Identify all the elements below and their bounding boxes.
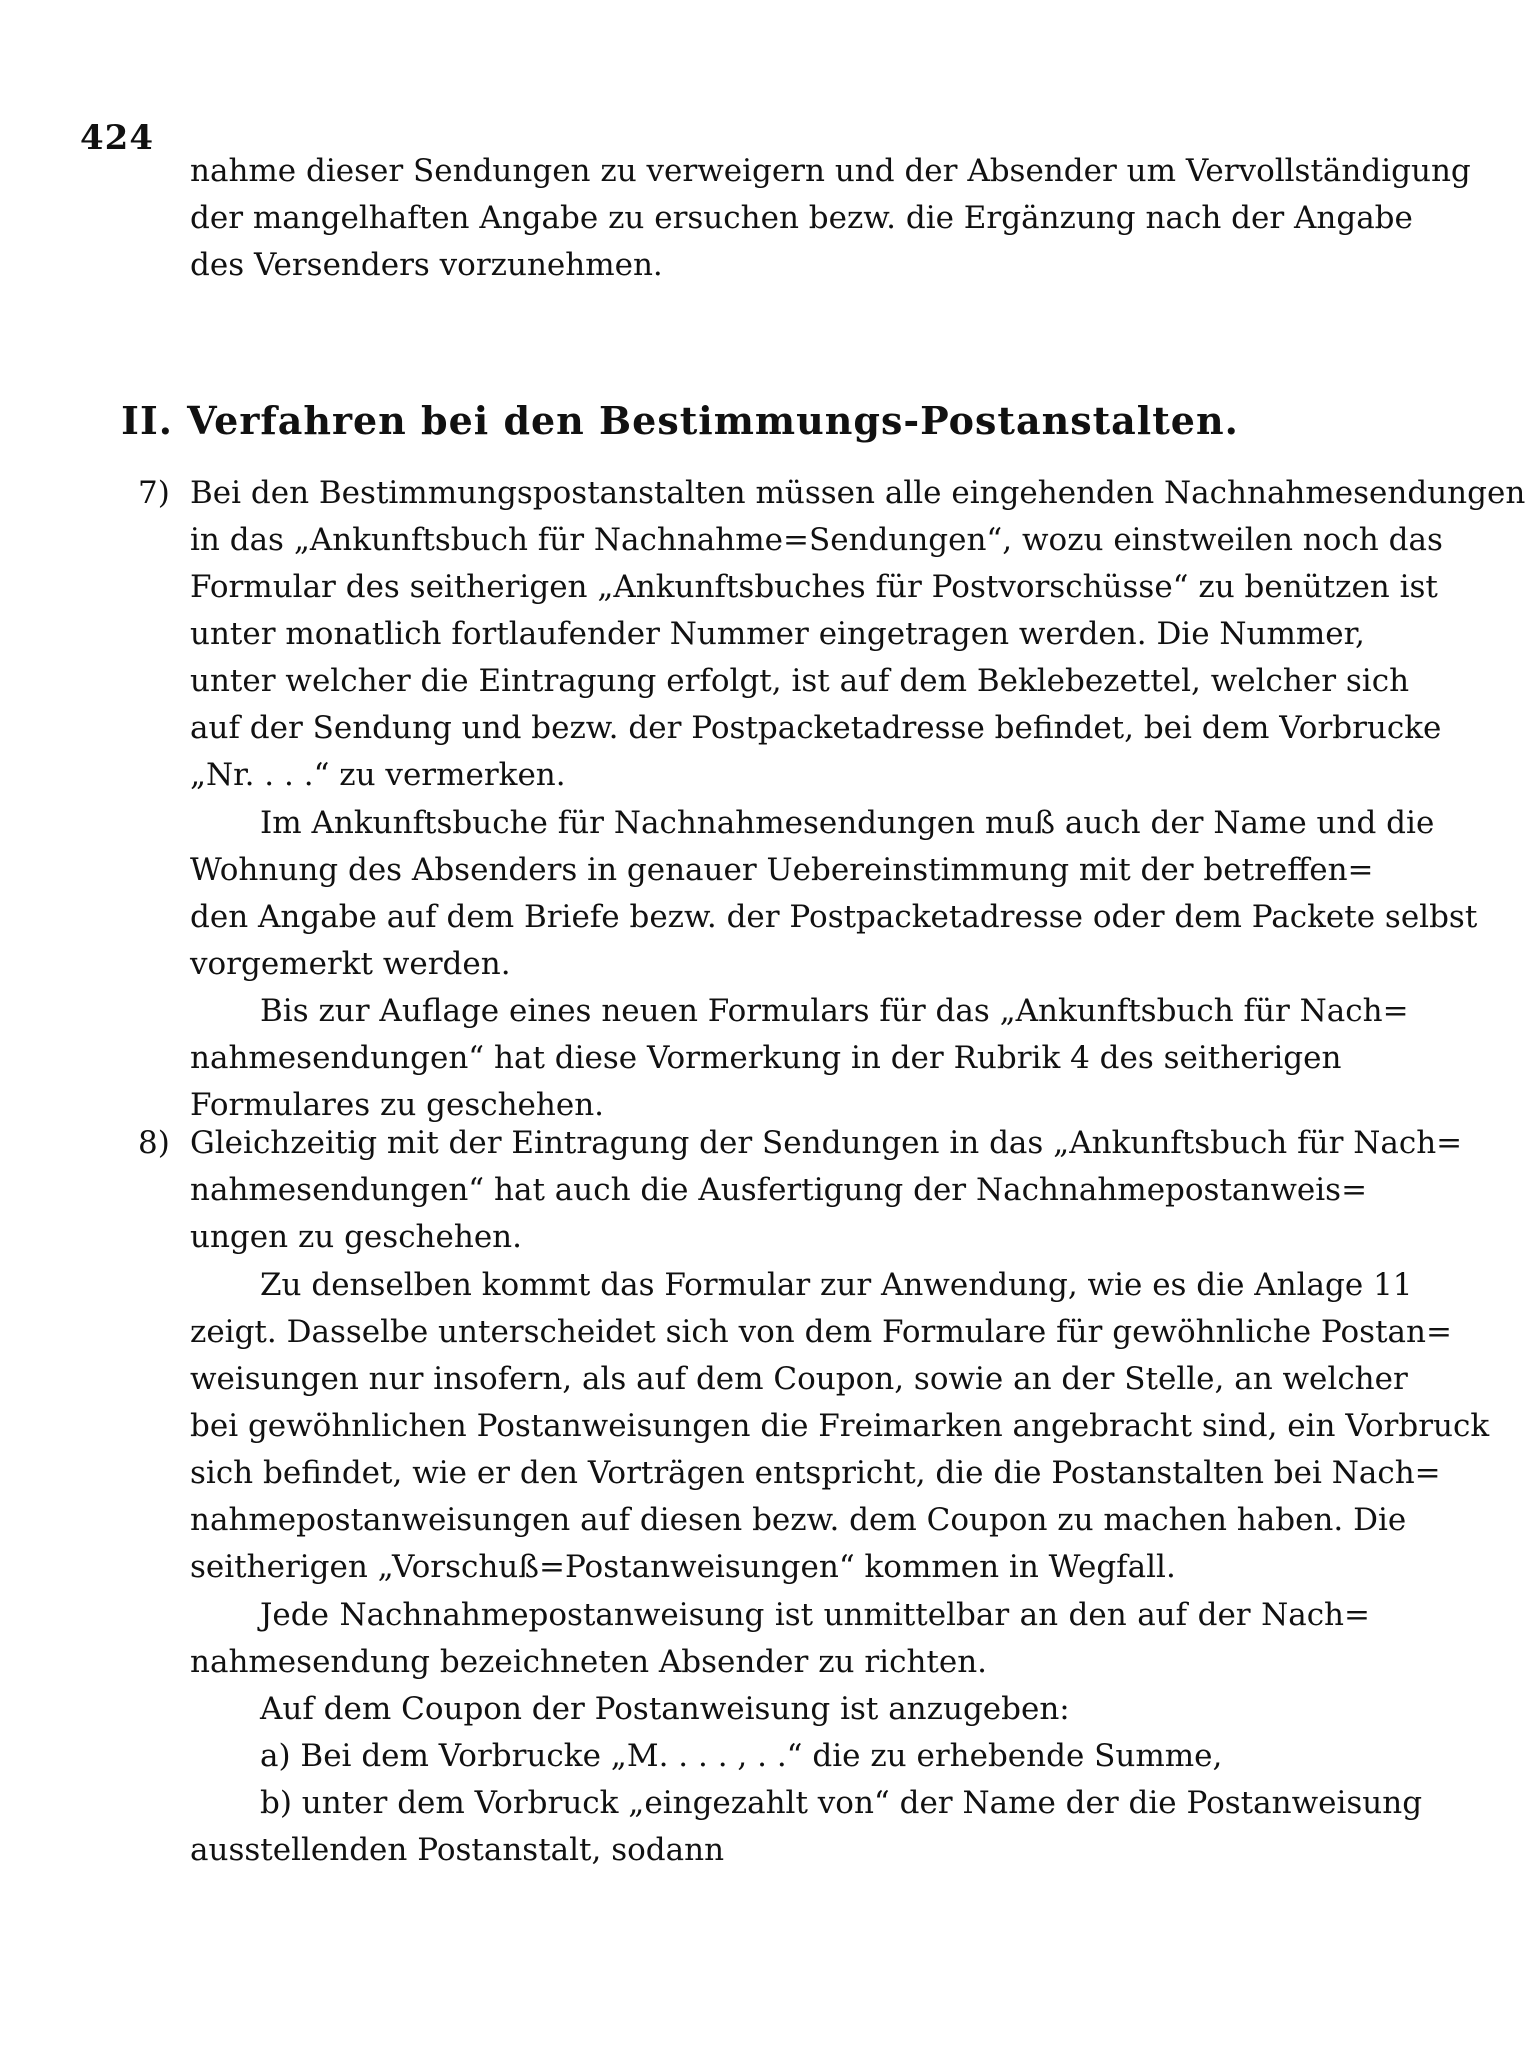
text-line: ausstellenden Postanstalt, sodann	[190, 1832, 725, 1868]
text-line: zeigt. Dasselbe unterscheidet sich von dem Formulare für gewöhnliche Postan=	[190, 1314, 1452, 1350]
text-line: Formular des seitherigen „Ankunftsbuches für Postvorschüsse“ zu benützen ist	[190, 569, 1438, 605]
item-number-7: 7)	[138, 475, 170, 511]
text-line: Wohnung des Absenders in genauer Uebereinstimmung mit der betreffen=	[190, 852, 1374, 888]
text-line: nahme dieser Sendungen zu verweigern und der Absender um Vervollständigung	[190, 153, 1471, 189]
text-line: nahmesendungen“ hat auch die Ausfertigung der Nachnahmepostanweis=	[190, 1172, 1368, 1208]
text-line: sich befindet, wie er den Vorträgen entspricht, die die Postanstalten bei Nach=	[190, 1455, 1441, 1491]
item-8-paragraph-2	[190, 1262, 1490, 1591]
text-line: seitherigen „Vorschuß=Postanweisungen“ kommen in Wegfall.	[190, 1549, 1176, 1585]
text-line: Formulares zu geschehen.	[190, 1087, 605, 1123]
text-line: unter monatlich fortlaufender Nummer eingetragen werden. Die Nummer,	[190, 616, 1365, 652]
text-line: Gleichzeitig mit der Eintragung der Sendungen in das „Ankunftsbuch für Nach=	[190, 1125, 1463, 1161]
item-8-paragraph-1	[190, 1120, 1463, 1261]
text-line: Auf dem Coupon der Postanweisung ist anzugeben:	[260, 1691, 1070, 1727]
item-7-paragraph-2	[190, 800, 1478, 988]
text-line: ungen zu geschehen.	[190, 1219, 522, 1255]
text-line: den Angabe auf dem Briefe bezw. der Postpacketadresse oder dem Packete selbst	[190, 899, 1478, 935]
text-line: in das „Ankunftsbuch für Nachnahme=Sendungen“, wozu einstweilen noch das	[190, 522, 1443, 558]
text-line: Im Ankunftsbuche für Nachnahmesendungen muß auch der Name und die	[260, 805, 1435, 841]
item-8-sub-a	[190, 1733, 1300, 1780]
item-number-8: 8)	[138, 1125, 170, 1161]
item-7-paragraph-3	[190, 988, 1409, 1129]
section-heading: II. Verfahren bei den Bestimmungs-Postanstalten.	[121, 398, 1239, 443]
item-8-sub-b	[190, 1780, 1423, 1874]
text-line: a) Bei dem Vorbrucke „M. . . . , . .“ die zu erhebende Summe,	[260, 1738, 1223, 1774]
text-line: nahmesendung bezeichneten Absender zu richten.	[190, 1644, 988, 1680]
text-line: Bis zur Auflage eines neuen Formulars für das „Ankunftsbuch für Nach=	[260, 993, 1409, 1029]
text-line: Bei den Bestimmungspostanstalten müssen alle eingehenden Nachnahmesendungen	[190, 475, 1525, 511]
text-line: unter welcher die Eintragung erfolgt, ist auf dem Beklebezettel, welcher sich	[190, 663, 1410, 699]
page-number: 424	[80, 118, 154, 158]
text-line: auf der Sendung und bezw. der Postpacketadresse befindet, bei dem Vorbrucke	[190, 710, 1442, 746]
text-line: Zu denselben kommt das Formular zur Anwendung, wie es die Anlage 11	[260, 1267, 1413, 1303]
item-7-paragraph-1	[190, 470, 1525, 799]
text-line: nahmepostanweisungen auf diesen bezw. dem Coupon zu machen haben. Die	[190, 1502, 1407, 1538]
intro-paragraph	[190, 148, 1471, 289]
text-line: Jede Nachnahmepostanweisung ist unmittelbar an den auf der Nach=	[260, 1597, 1370, 1633]
text-line: nahmesendungen“ hat diese Vormerkung in der Rubrik 4 des seitherigen	[190, 1040, 1342, 1076]
text-line: b) unter dem Vorbruck „eingezahlt von“ der Name der die Postanweisung	[260, 1785, 1423, 1821]
item-8-paragraph-4	[190, 1686, 1300, 1733]
item-8-paragraph-3	[190, 1592, 1370, 1686]
text-line: der mangelhaften Angabe zu ersuchen bezw. die Ergänzung nach der Angabe	[190, 200, 1413, 236]
text-line: bei gewöhnlichen Postanweisungen die Freimarken angebracht sind, ein Vorbruck	[190, 1408, 1490, 1444]
text-line: des Versenders vorzunehmen.	[190, 247, 663, 283]
text-line: vorgemerkt werden.	[190, 946, 511, 982]
text-line: „Nr. . . .“ zu vermerken.	[190, 757, 566, 793]
text-line: weisungen nur insofern, als auf dem Coupon, sowie an der Stelle, an welcher	[190, 1361, 1408, 1397]
